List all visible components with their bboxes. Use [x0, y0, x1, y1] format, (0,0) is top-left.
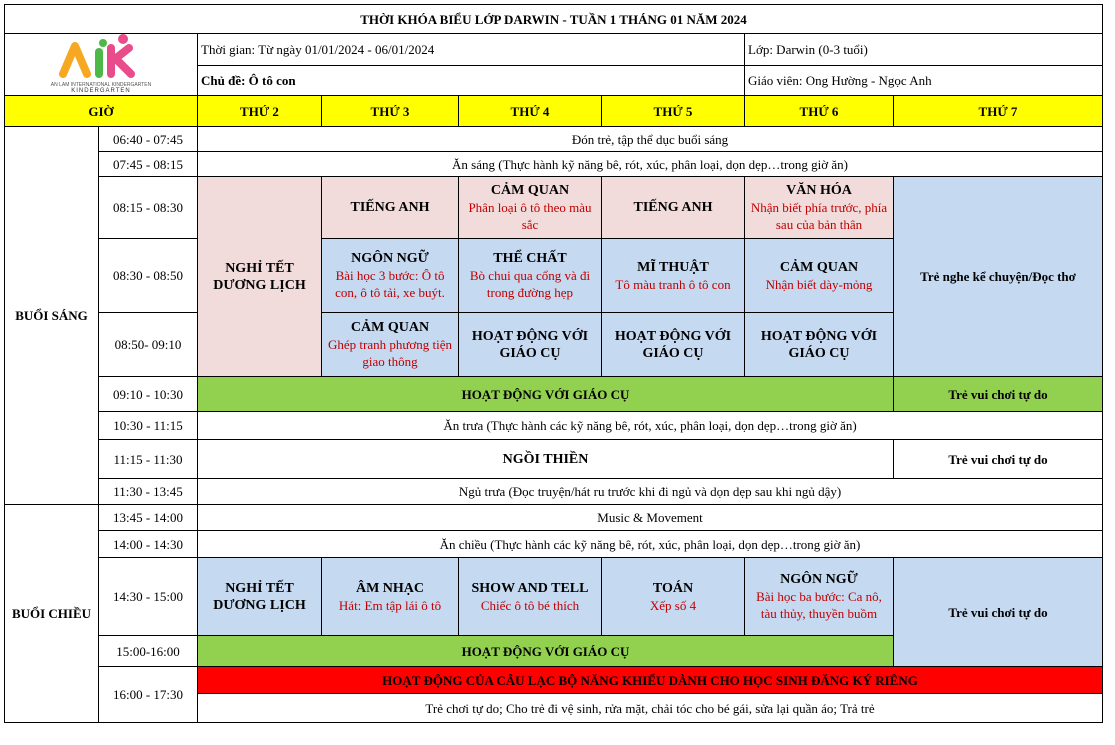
row-materials-afternoon: HOẠT ĐỘNG VỚI GIÁO CỤ — [198, 636, 894, 667]
lesson-desc: Bài học 3 bước: Ô tô con, ô tô tải, xe buýt. — [335, 268, 445, 300]
subject-label: NGÔN NGỮ — [780, 572, 858, 587]
subject-label: THỂ CHẤT — [493, 251, 567, 266]
lesson-desc: Phân loại ô tô theo màu sắc — [468, 200, 592, 232]
row-afternoon-snack: Ăn chiều (Thực hành các kỹ năng bê, rót, xúc, phân loại, dọn dẹp…trong giờ ăn) — [198, 531, 1103, 558]
mon-morning-holiday: NGHỈ TẾT DƯƠNG LỊCH — [198, 177, 322, 377]
sat-free-play: Trẻ vui chơi tự do — [894, 440, 1103, 479]
row-nap: Ngủ trưa (Đọc truyện/hát ru trước khi đi ngủ và dọn dẹp sau khi ngủ dậy) — [198, 479, 1103, 505]
tue-music — [322, 558, 459, 636]
subject-label: MĨ THUẬT — [637, 259, 709, 275]
time-slot: 14:00 - 14:30 — [99, 531, 198, 558]
subject-label: TOÁN — [652, 580, 694, 596]
subject-label: SHOW AND TELL — [471, 580, 589, 596]
lesson-desc: Hát: Em tập lái ô tô — [338, 597, 442, 613]
lesson-desc: Bò chui qua cổng và đi trong đường hẹp — [469, 268, 591, 300]
session-afternoon: BUỔI CHIỀU — [5, 505, 99, 723]
row-breakfast: Ăn sáng (Thực hành kỹ năng bê, rót, xúc, phân loại, dọn dẹp…trong giờ ăn) — [198, 152, 1103, 177]
subject-label: CẢM QUAN — [779, 259, 859, 275]
time-range: Thời gian: Từ ngày 01/01/2024 - 06/01/2024 — [198, 34, 745, 66]
time-slot: 14:30 - 15:00 — [99, 558, 198, 636]
time-slot: 13:45 - 14:00 — [99, 505, 198, 531]
lesson-desc: Tô màu tranh ô tô con — [615, 276, 731, 292]
time-slot: 11:30 - 13:45 — [99, 479, 198, 505]
sat-storytelling: Trẻ nghe kể chuyện/Đọc thơ — [894, 177, 1103, 377]
header-time: GIỜ — [5, 96, 198, 127]
row-music-movement: Music & Movement — [198, 505, 1103, 531]
sat-free-play: Trẻ vui chơi tự do — [894, 377, 1103, 412]
thu-materials: HOẠT ĐỘNG VỚI GIÁO CỤ — [602, 313, 745, 377]
header-fri: THỨ 6 — [745, 96, 894, 127]
lesson-desc: Chiếc ô tô bé thích — [480, 597, 580, 613]
class-name: Lớp: Darwin (0-3 tuổi) — [745, 34, 1103, 66]
time-slot: 09:10 - 10:30 — [99, 377, 198, 412]
lesson-desc: Nhận biết phía trước, phía sau của bản thân — [750, 200, 888, 232]
time-slot: 06:40 - 07:45 — [99, 127, 198, 152]
lesson-desc: Xếp số 4 — [649, 597, 697, 613]
time-slot: 15:00-16:00 — [99, 636, 198, 667]
mon-afternoon-holiday: NGHỈ TẾT DƯƠNG LỊCH — [198, 558, 322, 636]
school-logo — [59, 34, 143, 82]
time-slot: 08:30 - 08:50 — [99, 239, 198, 313]
logo-cell — [5, 34, 198, 96]
fri-culture — [745, 177, 894, 239]
thu-english: TIẾNG ANH — [602, 177, 745, 239]
row-arrival: Đón trẻ, tập thể dục buổi sáng — [198, 127, 1103, 152]
wed-physical — [459, 239, 602, 313]
sat-afternoon-free-play: Trẻ vui chơi tự do — [894, 558, 1103, 667]
aik-logo-icon — [59, 34, 143, 82]
logo-tagline: AN LAM INTERNATIONAL KINDERGARTEN — [50, 82, 152, 88]
subject-label: CẢM QUAN — [490, 183, 570, 198]
schedule-title: THỜI KHÓA BIỂU LỚP DARWIN - TUẦN 1 THÁNG 01 NĂM 2024 — [5, 5, 1103, 34]
header-sat: THỨ 7 — [894, 96, 1103, 127]
wed-show-and-tell — [459, 558, 602, 636]
thu-art — [602, 239, 745, 313]
fri-materials: HOẠT ĐỘNG VỚI GIÁO CỤ — [745, 313, 894, 377]
tue-language — [322, 239, 459, 313]
row-club: HOẠT ĐỘNG CỦA CÂU LẠC BỘ NĂNG KHIẾU DÀNH CHO HỌC SINH ĐĂNG KÝ RIÊNG — [198, 667, 1103, 694]
subject-label: VĂN HÓA — [786, 183, 852, 198]
wed-sensory — [459, 177, 602, 239]
fri-sensory — [745, 239, 894, 313]
lesson-desc: Bài học ba bước: Ca nô, tàu thủy, thuyền buồm — [756, 589, 882, 621]
subject-label: NGÔN NGỮ — [351, 251, 429, 266]
tue-english: TIẾNG ANH — [322, 177, 459, 239]
time-slot: 08:50- 09:10 — [99, 313, 198, 377]
thu-math — [602, 558, 745, 636]
time-slot: 10:30 - 11:15 — [99, 412, 198, 440]
header-mon: THỨ 2 — [198, 96, 322, 127]
row-meditation: NGỒI THIỀN — [198, 440, 894, 479]
header-wed: THỨ 4 — [459, 96, 602, 127]
time-slot: 11:15 - 11:30 — [99, 440, 198, 479]
schedule-table — [4, 4, 1103, 723]
row-materials-morning: HOẠT ĐỘNG VỚI GIÁO CỤ — [198, 377, 894, 412]
header-thu: THỨ 5 — [602, 96, 745, 127]
lesson-desc: Nhận biết dày-mỏng — [765, 276, 873, 292]
fri-language — [745, 558, 894, 636]
header-tue: THỨ 3 — [322, 96, 459, 127]
teachers: Giáo viên: Ong Hường - Ngọc Anh — [745, 66, 1103, 96]
row-dismissal: Trẻ chơi tự do; Cho trẻ đi vệ sinh, rửa mặt, chải tóc cho bé gái, sửa lại quần áo; Trả trẻ — [198, 694, 1103, 723]
topic: Chủ đề: Ô tô con — [198, 66, 745, 96]
tue-sensory — [322, 313, 459, 377]
time-slot: 08:15 - 08:30 — [99, 177, 198, 239]
logo-subtext: KINDERGARTEN — [71, 88, 131, 94]
subject-label: CẢM QUAN — [350, 320, 430, 335]
lesson-desc: Ghép tranh phương tiện giao thông — [327, 337, 453, 369]
row-lunch: Ăn trưa (Thực hành các kỹ năng bê, rót, xúc, phân loại, dọn dẹp…trong giờ ăn) — [198, 412, 1103, 440]
wed-materials: HOẠT ĐỘNG VỚI GIÁO CỤ — [459, 313, 602, 377]
subject-label: ÂM NHẠC — [355, 580, 425, 596]
session-morning: BUỔI SÁNG — [5, 127, 99, 505]
time-slot: 16:00 - 17:30 — [99, 667, 198, 723]
time-slot: 07:45 - 08:15 — [99, 152, 198, 177]
